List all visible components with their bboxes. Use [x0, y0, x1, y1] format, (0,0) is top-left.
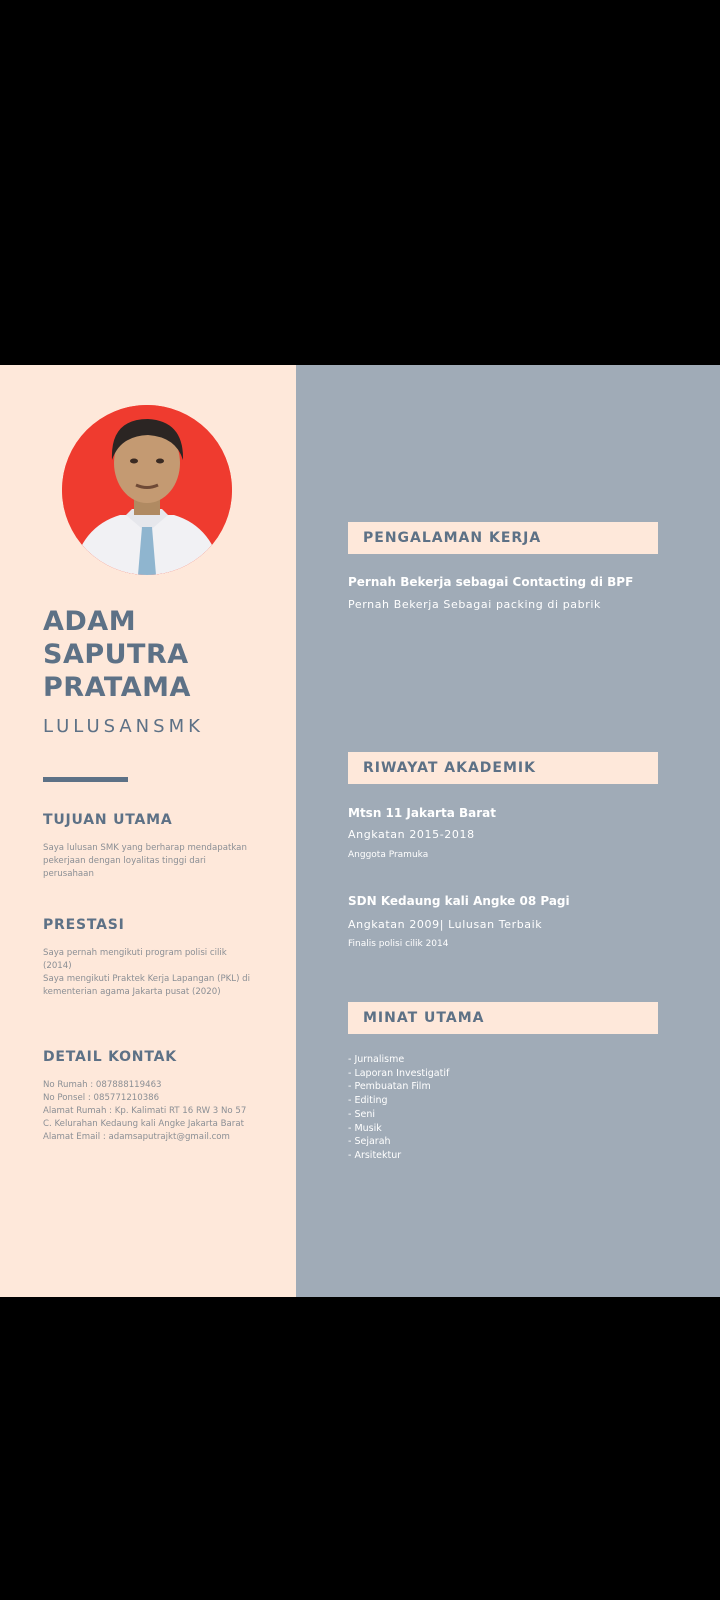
section-header-akademik [348, 752, 658, 784]
section-header-minat [348, 1002, 658, 1034]
list-item: - Editing [348, 1095, 388, 1107]
divider-bar [43, 777, 128, 782]
name-line: SAPUTRA [43, 639, 189, 670]
prestasi-line: Saya pernah mengikuti program polisi cilik (2014) [43, 948, 227, 971]
interest-list [348, 1053, 449, 1163]
school-name: Mtsn 11 Jakarta Barat [348, 806, 496, 820]
resume-page [0, 365, 720, 1297]
left-column [0, 365, 296, 1297]
prestasi-line: Saya mengikuti Praktek Kerja Lapangan (PKL) di kementerian agama Jakarta pusat (2020) [43, 974, 250, 997]
school-period: Angkatan 2009| Lulusan Terbaik [348, 918, 543, 931]
name-line: ADAM [43, 606, 137, 637]
experience-title: Pernah Bekerja sebagai Contacting di BPF [348, 575, 634, 589]
experience-sub: Pernah Bekerja Sebagai packing di pabrik [348, 598, 601, 611]
section-heading-minat: MINAT UTAMA [363, 1010, 485, 1026]
list-item: - Musik [348, 1122, 382, 1134]
prestasi-text [43, 947, 253, 999]
section-heading-kontak: DETAIL KONTAK [43, 1049, 177, 1065]
list-item: - Sejarah [348, 1136, 391, 1148]
list-item: - Arsitektur [348, 1149, 402, 1161]
section-heading-akademik: RIWAYAT AKADEMIK [363, 760, 536, 776]
tujuan-text: Saya lulusan SMK yang berharap mendapatkan pekerjaan dengan loyalitas tinggi dari perusahaan [43, 843, 247, 879]
section-heading-tujuan: TUJUAN UTAMA [43, 812, 173, 828]
kontak-text [43, 1079, 253, 1144]
list-item: - Jurnalisme [348, 1054, 405, 1065]
school-note: Finalis polisi cilik 2014 [348, 939, 449, 949]
list-item: - Seni [348, 1108, 375, 1120]
contact-home-phone: No Rumah : 087888119463 [43, 1080, 162, 1090]
section-header-pengalaman [348, 522, 658, 554]
contact-mobile-phone: No Ponsel : 085771210386 [43, 1093, 160, 1103]
job-subtitle: LULUSANSMK [43, 716, 204, 737]
list-item: - Pembuatan Film [348, 1081, 431, 1093]
full-name [43, 605, 191, 704]
section-heading-prestasi: PRESTASI [43, 917, 125, 933]
contact-email: Alamat Email : adamsaputrajkt@gmail.com [43, 1132, 230, 1142]
person-portrait-image [62, 405, 232, 575]
name-line: PRATAMA [43, 672, 191, 703]
contact-address: Alamat Rumah : Kp. Kalimati RT 16 RW 3 No 57 C. Kelurahan Kedaung kali Angke Jakarta Barat [43, 1106, 247, 1129]
list-item: - Laporan Investigatif [348, 1067, 450, 1079]
school-name: SDN Kedaung kali Angke 08 Pagi [348, 894, 570, 908]
school-period: Angkatan 2015-2018 [348, 828, 475, 841]
school-note: Anggota Pramuka [348, 850, 429, 860]
section-heading-pengalaman: PENGALAMAN KERJA [363, 530, 542, 546]
profile-photo [62, 405, 232, 575]
